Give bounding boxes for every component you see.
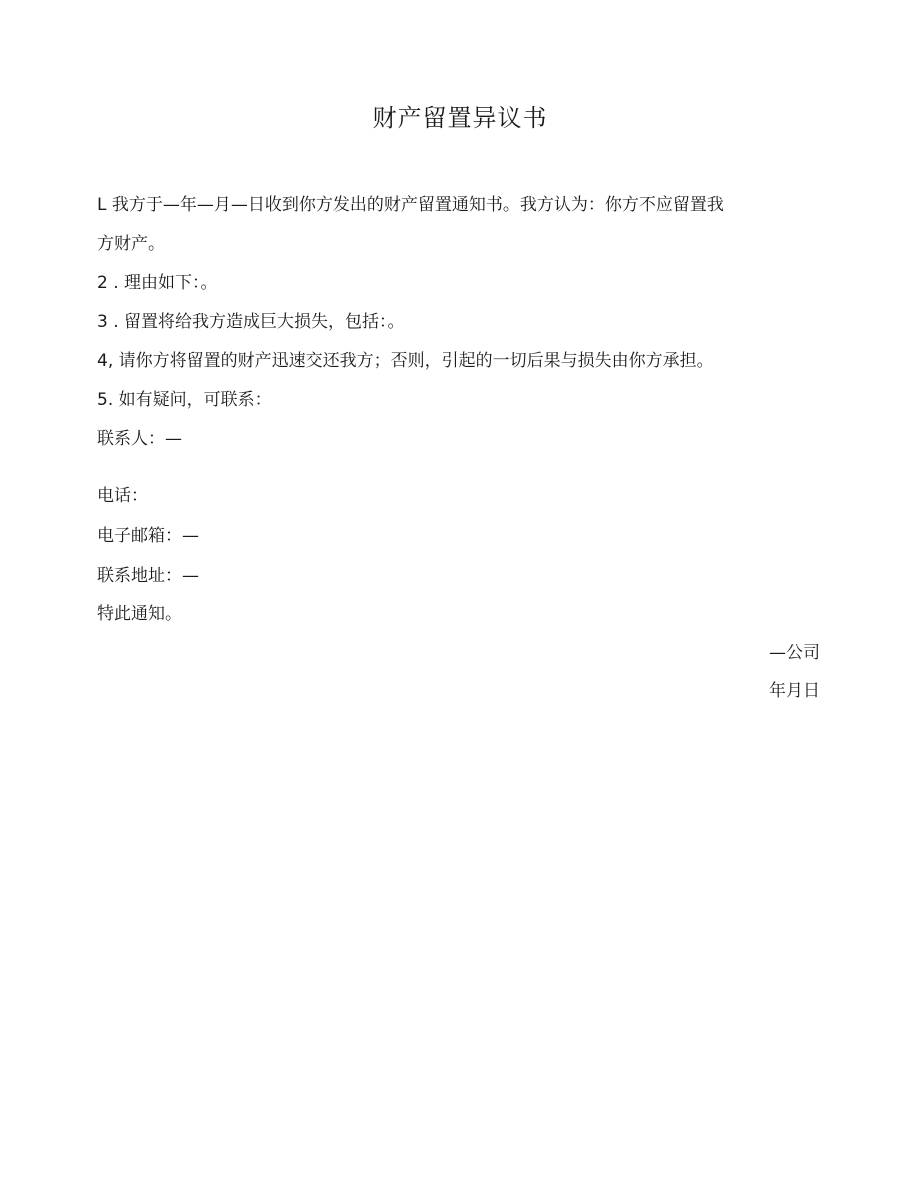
item-5-contact: 5. 如有疑问，可联系： <box>97 390 272 410</box>
closing-statement: 特此通知。 <box>97 604 182 624</box>
document-title: 财产留置异议书 <box>372 104 548 132</box>
paragraph-1-line-2: 方财产。 <box>97 234 165 254</box>
item-4-request: 4, 请你方将留置的财产迅速交还我方；否则，引起的一切后果与损失由你方承担。 <box>97 351 714 371</box>
contact-address: 联系地址：— <box>97 566 199 586</box>
signature-date: 年月日 <box>769 681 820 701</box>
signature-company: —公司 <box>769 643 820 663</box>
item-2-reason: 2 . 理由如下：。 <box>97 273 218 293</box>
item-3-loss: 3 . 留置将给我方造成巨大损失，包括：。 <box>97 312 405 332</box>
contact-person: 联系人：— <box>97 429 182 449</box>
paragraph-1-line-1: L 我方于—年—月—日收到你方发出的财产留置通知书。我方认为：你方不应留置我 <box>97 195 724 215</box>
contact-phone: 电话： <box>97 486 148 506</box>
contact-email: 电子邮箱：— <box>97 526 199 546</box>
